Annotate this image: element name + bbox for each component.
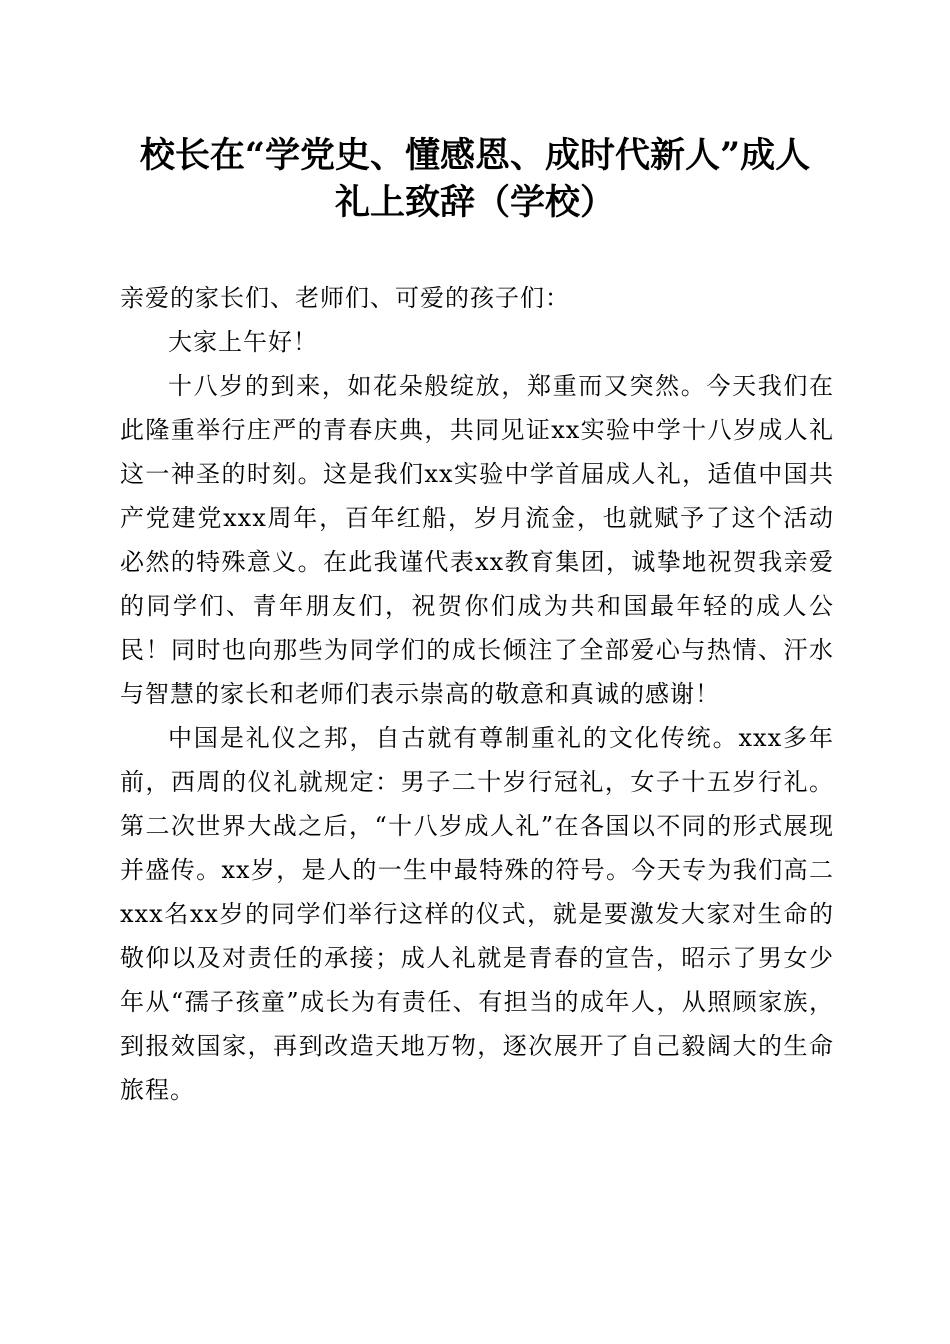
document-body	[120, 276, 834, 1112]
salutation: 亲爱的家长们、老师们、可爱的孩子们：	[120, 284, 570, 312]
title-line-1: 校长在“学党史、懂感恩、成时代新人”成人	[139, 135, 811, 176]
title-line-2: 礼上致辞（学校）	[334, 182, 615, 223]
greeting: 大家上午好！	[168, 328, 318, 356]
document-title	[100, 132, 850, 226]
paragraph-1: 十八岁的到来，如花朵般绽放，郑重而又突然。今天我们在此隆重举行庄严的青春庆典，共同见证xx实验中学十八岁成人礼这一神圣的时刻。这是我们xx实验中学首届成人礼，适值中国共产党建党xxx周年，百年红船，岁月流金，也就赋予了这个活动必然的特殊意义。在此我谨代表xx教育集团，诚挚地祝贺我亲爱的同学们、青年朋友们，祝贺你们成为共和国最年轻的成人公民！同时也向那些为同学们的成长倾注了全部爱心与热情、汗水与智慧的家长和老师们表示崇高的敬意和真诚的感谢！	[120, 372, 834, 708]
paragraph-2: 中国是礼仪之邦，自古就有尊制重礼的文化传统。xxx多年前，西周的仪礼就规定：男子二十岁行冠礼，女子十五岁行礼。第二次世界大战之后，“十八岁成人礼”在各国以不同的形式展现并盛传。xx岁，是人的一生中最特殊的符号。今天专为我们高二xxx名xx岁的同学们举行这样的仪式，就是要激发大家对生命的敬仰以及对责任的承接；成人礼就是青春的宣告，昭示了男女少年从“孺子孩童”成长为有责任、有担当的成年人，从照顾家族，到报效国家，再到改造天地万物，逐次展开了自己毅阔大的生命旅程。	[120, 724, 834, 1104]
